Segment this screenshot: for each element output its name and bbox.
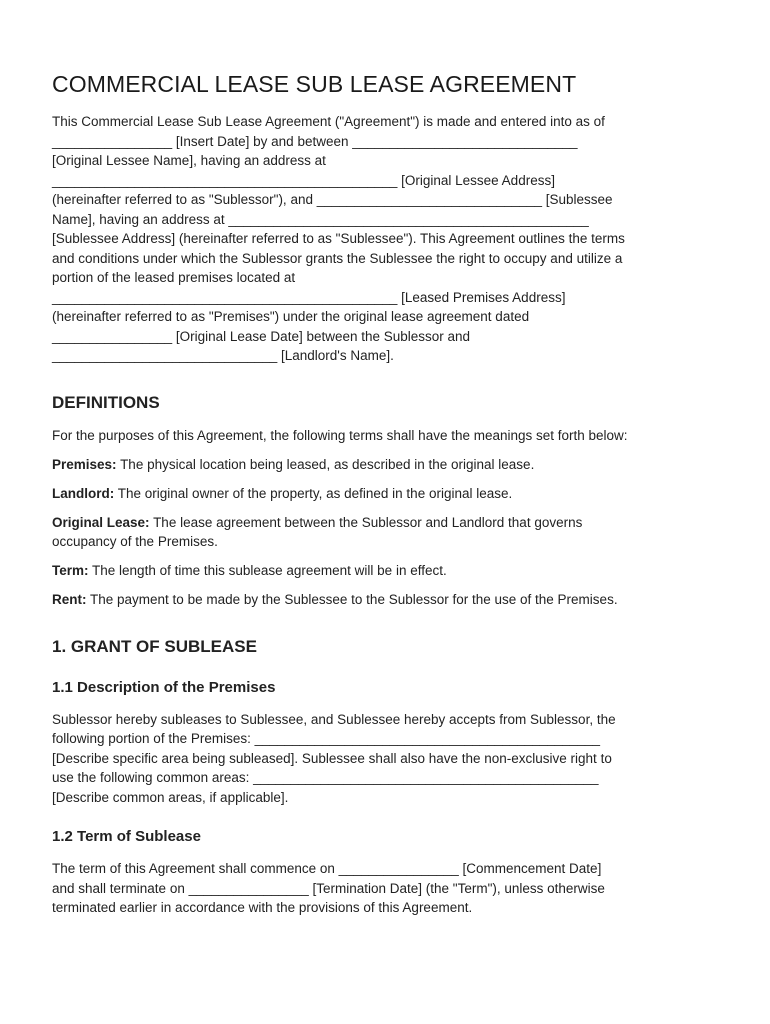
intro-paragraph xyxy=(52,112,720,366)
section-1-1-heading: 1.1 Description of the Premises xyxy=(52,678,276,696)
paragraph-line: following portion of the Premises: ______________________________________________ xyxy=(52,731,600,746)
paragraph-line: Sublessor hereby subleases to Sublessee, and Sublessee hereby accepts from Sublessor, the xyxy=(52,711,616,727)
section-1-heading: 1. GRANT OF SUBLEASE xyxy=(52,636,257,656)
paragraph-line: [Describe common areas, if applicable]. xyxy=(52,789,289,805)
definition-line: occupancy of the Premises. xyxy=(52,534,218,549)
intro-line: portion of the leased premises located at xyxy=(52,270,296,285)
intro-line: Name], having an address at ________________________________________________ xyxy=(52,211,589,227)
definition-term-item xyxy=(52,561,720,581)
definition-rent xyxy=(52,590,720,610)
section-1-1-paragraph xyxy=(52,710,720,808)
intro-line: ________________ [Original Lease Date] between the Sublessor and xyxy=(52,328,471,344)
definitions-heading: DEFINITIONS xyxy=(52,392,160,412)
paragraph-line: [Describe specific area being subleased]. Sublessee shall also have the non-exclusive right to xyxy=(52,750,612,766)
definition-term: Landlord: xyxy=(52,485,115,501)
definition-text: The length of time this sublease agreement will be in effect. xyxy=(92,563,447,578)
definition-text: The payment to be made by the Sublessee to the Sublessor for the use of the Premises. xyxy=(90,592,618,607)
intro-line: and conditions under which the Sublessor grants the Sublessee the right to occupy and utilize a xyxy=(52,250,623,266)
intro-line: ______________________________ [Landlord's Name]. xyxy=(52,348,394,363)
document-title: COMMERCIAL LEASE SUB LEASE AGREEMENT xyxy=(52,71,577,97)
definition-term: Term: xyxy=(52,563,89,578)
intro-line: ______________________________________________ [Original Lessee Address] xyxy=(52,172,555,188)
intro-line: ______________________________________________ [Leased Premises Address] xyxy=(52,289,566,305)
definitions-intro: For the purposes of this Agreement, the following terms shall have the meanings set forth below: xyxy=(52,427,628,443)
intro-line: (hereinafter referred to as "Premises") under the original lease agreement dated xyxy=(52,309,530,324)
intro-line: This Commercial Lease Sub Lease Agreement ("Agreement") is made and entered into as of xyxy=(52,114,605,129)
intro-line: ________________ [Insert Date] by and between ______________________________ xyxy=(52,133,578,149)
paragraph-line: use the following common areas: ______________________________________________ xyxy=(52,770,599,785)
definition-term: Premises: xyxy=(52,456,117,472)
definition-line xyxy=(52,513,720,533)
definition-text: The lease agreement between the Sublessor and Landlord that governs xyxy=(153,514,583,530)
definition-term: Original Lease: xyxy=(52,514,150,530)
paragraph-line: terminated earlier in accordance with the provisions of this Agreement. xyxy=(52,900,473,915)
paragraph-line: and shall terminate on ________________ [Termination Date] (the "Term"), unless otherwise xyxy=(52,880,605,896)
section-1-2-heading: 1.2 Term of Sublease xyxy=(52,828,201,845)
intro-line: [Sublessee Address] (hereinafter referred to as "Sublessee"). This Agreement outlines the terms xyxy=(52,231,625,246)
definition-landlord xyxy=(52,484,720,504)
intro-line: [Original Lessee Name], having an address at xyxy=(52,153,326,168)
definition-term: Rent: xyxy=(52,592,87,607)
definition-premises xyxy=(52,455,720,475)
paragraph-line: The term of this Agreement shall commence on ________________ [Commencement Date] xyxy=(52,861,602,876)
definition-text: The physical location being leased, as described in the original lease. xyxy=(120,456,535,472)
definition-text: The original owner of the property, as defined in the original lease. xyxy=(117,485,513,501)
intro-line: (hereinafter referred to as "Sublessor"), and ______________________________ [Sublessee xyxy=(52,192,613,207)
section-1-2-paragraph xyxy=(52,859,720,918)
definition-original-lease xyxy=(52,513,720,552)
